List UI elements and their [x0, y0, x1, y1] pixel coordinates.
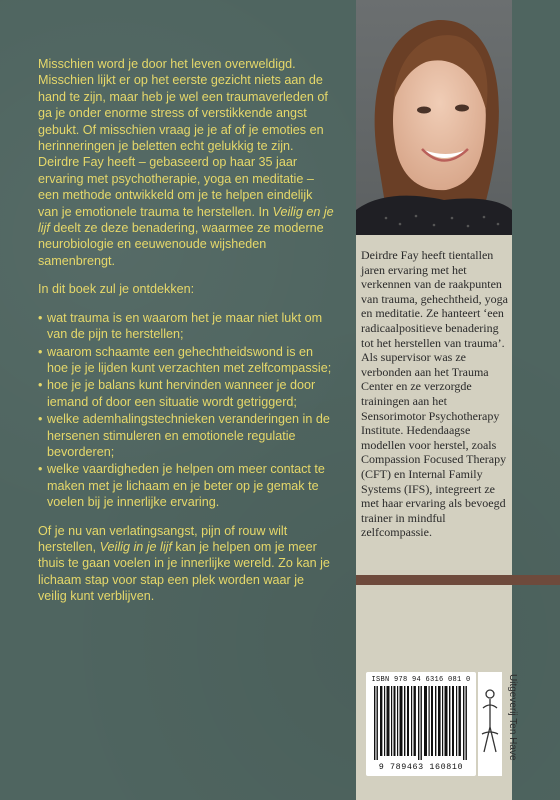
author-photo: [356, 0, 512, 235]
list-item: • wat trauma is en waarom het je maar niet lukt om van de pijn te herstellen;: [38, 310, 336, 343]
book-title-inline: Veilig en je lijf: [38, 204, 334, 236]
publisher-name: Uitgeverij Ten Have: [507, 674, 518, 761]
list-item: • hoe je je balans kunt hervinden wanneer je door iemand of door een situatie wordt getriggerd;: [38, 377, 336, 410]
list-item: • welke vaardigheden je helpen om meer contact te maken met je lichaam en je beter op je gemak te voelen bij je innerlijke ervaring.: [38, 461, 336, 510]
list-item: • welke ademhalingstechnieken veranderingen in de hersenen stimuleren en emotionele regulatie bevorderen;: [38, 411, 336, 460]
isbn-barcode: [366, 672, 476, 776]
book-title-inline: Veilig in je lijf: [99, 539, 172, 554]
back-cover-blurb: [38, 56, 336, 617]
author-bio: Deirdre Fay heeft tientallen jaren ervaring met het verkennen van de raakpunten van trauma, gehechtheid, yoga en meditatie. Ze hanteert ‘een radicaalpositieve benadering tot het herstellen van trauma’. Als supervisor was ze verbonden aan het Trauma Center en ze verzorgde trainingen aan het Sensorimotor Psychotherapy Institute. Hedendaagse modellen voor herstel, zoals Compassion Focused Therapy (CFT) en Internal Family Systems (IFS), integreert ze met haar ervaring als bevoegd trainer in mindful zelfcompassie.: [361, 248, 508, 540]
list-item: • waarom schaamte een gehechtheidswond is en hoe je je lijden kunt verzachten met zelfcompassie;: [38, 344, 336, 377]
barcode-digits: 9 789463 160810: [378, 762, 464, 772]
list-heading: In dit boek zul je ontdekken:: [38, 282, 195, 297]
isbn-label: ISBN 978 94 6316 081 0: [371, 676, 471, 684]
barcode-bars: [372, 686, 470, 760]
outro-paragraph: Of je nu van verlatingsangst, pijn of rouw wilt herstellen, Veilig in je lijf kan je helpen om je meer thuis te gaan voelen in je innerlijke wereld. Zo kan je lichaam stap voor stap een plek worden waar je veilig kunt verblijven.: [38, 523, 330, 604]
accent-band: [356, 575, 560, 585]
intro-paragraph: Misschien word je door het leven overweldigd. Misschien lijkt er op het eerste gezicht niets aan de hand te zijn, maar heb je wel een traumaverleden of ga je onder enorme stress of verstikkende angst gebukt. Of misschien vraag je je af of je emoties en herinneringen je beletten echt gelukkig te zijn. Deirdre Fay heeft – gebaseerd op haar 35 jaar ervaring met psychotherapie, yoga en meditatie – een methode ontwikkeld om je te helpen eindelijk van je emotionele trauma te herstellen. In Veilig en je lijf deelt ze deze benadering, waarmee ze moderne neurobiologie en eeuwenoude wijsheden samenbrengt.: [38, 57, 334, 268]
publisher-figure-icon: [478, 672, 502, 776]
publisher-logo: [478, 672, 502, 776]
author-portrait-illustration: [356, 0, 512, 235]
discover-list: [38, 310, 336, 511]
